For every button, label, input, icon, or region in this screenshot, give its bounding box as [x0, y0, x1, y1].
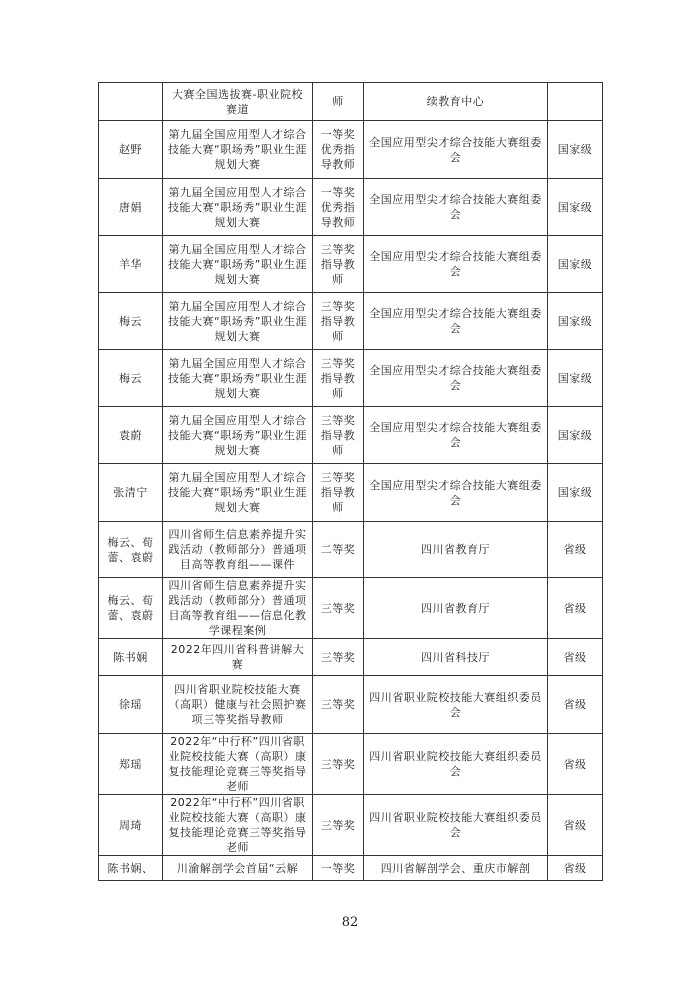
award-cell: 二等奖: [313, 522, 364, 578]
name-cell: 梅云、荀蕾、袁蔚: [99, 522, 163, 578]
awards-table-body: [99, 83, 603, 881]
organizer-cell: 全国应用型尖才综合技能大赛组委会: [364, 407, 548, 464]
organizer-cell: 全国应用型尖才综合技能大赛组委会: [364, 179, 548, 236]
name-cell: 徐瑶: [99, 676, 163, 734]
level-cell: 国家级: [548, 350, 603, 407]
award-cell: 一等奖优秀指导教师: [313, 121, 364, 179]
name-cell: 张清宁: [99, 464, 163, 522]
award-cell: 三等奖: [313, 734, 364, 795]
table-row: [99, 676, 603, 734]
award-cell: 三等奖指导教师: [313, 464, 364, 522]
table-row: [99, 83, 603, 121]
name-cell: 郑瑶: [99, 734, 163, 795]
table-row: [99, 179, 603, 236]
organizer-cell: 四川省职业院校技能大赛组织委员会: [364, 795, 548, 856]
award-cell: 三等奖: [313, 676, 364, 734]
organizer-cell: 四川省职业院校技能大赛组织委员会: [364, 676, 548, 734]
organizer-cell: 全国应用型尖才综合技能大赛组委会: [364, 236, 548, 293]
organizer-cell: 全国应用型尖才综合技能大赛组委会: [364, 464, 548, 522]
level-cell: 省级: [548, 676, 603, 734]
organizer-cell: 四川省教育厅: [364, 578, 548, 639]
contest-cell: 四川省师生信息素养提升实践活动（教师部分）普通项目高等教育组——课件: [163, 522, 313, 578]
contest-cell: 第九届全国应用型人才综合技能大赛“职场秀”职业生涯规划大赛: [163, 350, 313, 407]
contest-cell: 川渝解剖学会首届“云解: [163, 856, 313, 881]
level-cell: 国家级: [548, 293, 603, 350]
name-cell: 唐娟: [99, 179, 163, 236]
level-cell: 省级: [548, 795, 603, 856]
name-cell: 周琦: [99, 795, 163, 856]
contest-cell: 2022年“中行杯”四川省职业院校技能大赛（高职）康复技能理论竞赛三等奖指导老师: [163, 795, 313, 856]
organizer-cell: 续教育中心: [364, 83, 548, 121]
name-cell: 梅云: [99, 293, 163, 350]
level-cell: 省级: [548, 639, 603, 676]
page-number: 82: [341, 915, 359, 930]
table-row: [99, 407, 603, 464]
level-cell: 国家级: [548, 179, 603, 236]
contest-cell: 第九届全国应用型人才综合技能大赛“职场秀”职业生涯规划大赛: [163, 121, 313, 179]
contest-cell: 第九届全国应用型人才综合技能大赛“职场秀”职业生涯规划大赛: [163, 293, 313, 350]
table-row: [99, 464, 603, 522]
contest-cell: 第九届全国应用型人才综合技能大赛“职场秀”职业生涯规划大赛: [163, 236, 313, 293]
table-row: [99, 578, 603, 639]
level-cell: 国家级: [548, 407, 603, 464]
level-cell: 省级: [548, 734, 603, 795]
contest-cell: 第九届全国应用型人才综合技能大赛“职场秀”职业生涯规划大赛: [163, 407, 313, 464]
organizer-cell: 全国应用型尖才综合技能大赛组委会: [364, 121, 548, 179]
table-row: [99, 236, 603, 293]
table-row: [99, 734, 603, 795]
award-cell: 三等奖: [313, 639, 364, 676]
contest-cell: 第九届全国应用型人才综合技能大赛“职场秀”职业生涯规划大赛: [163, 464, 313, 522]
award-cell: 三等奖指导教师: [313, 293, 364, 350]
contest-cell: 大赛全国选拔赛-职业院校赛道: [163, 83, 313, 121]
award-cell: 三等奖: [313, 578, 364, 639]
table-row: [99, 293, 603, 350]
organizer-cell: 四川省解剖学会、重庆市解剖: [364, 856, 548, 881]
contest-cell: 2022年四川省科普讲解大赛: [163, 639, 313, 676]
table-row: [99, 350, 603, 407]
contest-cell: 第九届全国应用型人才综合技能大赛“职场秀”职业生涯规划大赛: [163, 179, 313, 236]
level-cell: 国家级: [548, 121, 603, 179]
name-cell: 袁蔚: [99, 407, 163, 464]
level-cell: [548, 83, 603, 121]
name-cell: 梅云: [99, 350, 163, 407]
table-row: [99, 795, 603, 856]
awards-table: [98, 82, 603, 881]
table-row: [99, 856, 603, 881]
level-cell: 省级: [548, 522, 603, 578]
name-cell: 陈书娴: [99, 639, 163, 676]
organizer-cell: 全国应用型尖才综合技能大赛组委会: [364, 293, 548, 350]
level-cell: 国家级: [548, 464, 603, 522]
table-row: [99, 121, 603, 179]
contest-cell: 四川省职业院校技能大赛（高职）健康与社会照护赛项三等奖指导教师: [163, 676, 313, 734]
table-row: [99, 639, 603, 676]
level-cell: 国家级: [548, 236, 603, 293]
contest-cell: 2022年“中行杯”四川省职业院校技能大赛（高职）康复技能理论竞赛三等奖指导老师: [163, 734, 313, 795]
organizer-cell: 全国应用型尖才综合技能大赛组委会: [364, 350, 548, 407]
level-cell: 省级: [548, 856, 603, 881]
award-cell: 一等奖: [313, 856, 364, 881]
name-cell: 陈书娴、: [99, 856, 163, 881]
award-cell: 师: [313, 83, 364, 121]
award-cell: 三等奖指导教师: [313, 350, 364, 407]
name-cell: 赵野: [99, 121, 163, 179]
table-row: [99, 522, 603, 578]
award-cell: 三等奖指导教师: [313, 236, 364, 293]
name-cell: 羊华: [99, 236, 163, 293]
name-cell: [99, 83, 163, 121]
organizer-cell: 四川省科技厅: [364, 639, 548, 676]
level-cell: 省级: [548, 578, 603, 639]
contest-cell: 四川省师生信息素养提升实践活动（教师部分）普通项目高等教育组——信息化教学课程案例: [163, 578, 313, 639]
award-cell: 一等奖优秀指导教师: [313, 179, 364, 236]
organizer-cell: 四川省职业院校技能大赛组织委员会: [364, 734, 548, 795]
organizer-cell: 四川省教育厅: [364, 522, 548, 578]
award-cell: 三等奖: [313, 795, 364, 856]
award-cell: 三等奖指导教师: [313, 407, 364, 464]
name-cell: 梅云、荀蕾、袁蔚: [99, 578, 163, 639]
